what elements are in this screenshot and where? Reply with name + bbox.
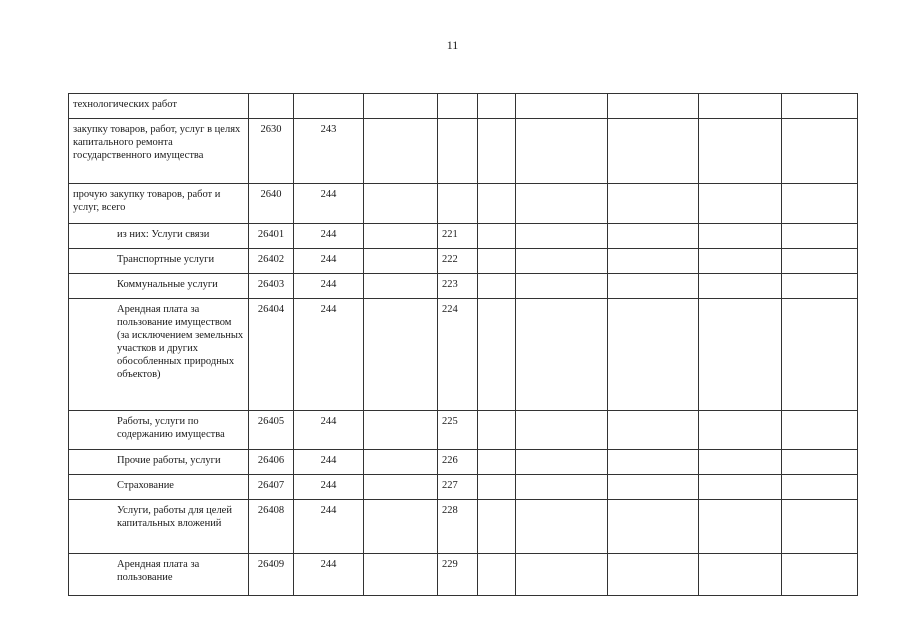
empty-cell <box>364 450 438 475</box>
table-row <box>69 184 858 224</box>
row-name-cell: из них: Услуги связи <box>69 224 249 249</box>
empty-cell <box>364 554 438 596</box>
empty-cell <box>782 299 858 411</box>
empty-cell <box>699 411 782 450</box>
empty-cell <box>478 411 516 450</box>
row-name-cell: Работы, услуги по содержанию имущества <box>69 411 249 450</box>
row-kbk-cell: 244 <box>294 554 364 596</box>
table-row <box>69 119 858 184</box>
empty-cell <box>608 119 699 184</box>
empty-cell <box>478 119 516 184</box>
table-row <box>69 500 858 554</box>
empty-cell <box>516 119 608 184</box>
row-code-cell: 26407 <box>249 475 294 500</box>
empty-cell <box>608 224 699 249</box>
row-kbk-cell: 244 <box>294 249 364 274</box>
empty-cell <box>516 274 608 299</box>
row-kosgu-cell <box>438 184 478 224</box>
empty-cell <box>699 274 782 299</box>
row-name-cell: технологических работ <box>69 94 249 119</box>
table-row <box>69 224 858 249</box>
row-code-cell <box>249 94 294 119</box>
empty-cell <box>364 184 438 224</box>
empty-cell <box>478 224 516 249</box>
row-name-cell: Коммунальные услуги <box>69 274 249 299</box>
empty-cell <box>608 274 699 299</box>
row-name-cell: Арендная плата за пользование имуществом (за исключением земельных участков и других обособленных природных объектов) <box>69 299 249 411</box>
row-name-cell: прочую закупку товаров, работ и услуг, всего <box>69 184 249 224</box>
empty-cell <box>364 224 438 249</box>
empty-cell <box>699 184 782 224</box>
empty-cell <box>699 299 782 411</box>
row-kosgu-cell: 228 <box>438 500 478 554</box>
table-row <box>69 299 858 411</box>
empty-cell <box>699 119 782 184</box>
row-kbk-cell: 244 <box>294 411 364 450</box>
empty-cell <box>782 475 858 500</box>
row-code-cell: 26408 <box>249 500 294 554</box>
empty-cell <box>478 554 516 596</box>
row-kosgu-cell: 225 <box>438 411 478 450</box>
empty-cell <box>478 184 516 224</box>
row-kbk-cell: 244 <box>294 274 364 299</box>
empty-cell <box>478 94 516 119</box>
empty-cell <box>782 554 858 596</box>
row-kosgu-cell: 229 <box>438 554 478 596</box>
empty-cell <box>608 554 699 596</box>
row-code-cell: 26406 <box>249 450 294 475</box>
empty-cell <box>608 500 699 554</box>
row-kbk-cell: 244 <box>294 500 364 554</box>
empty-cell <box>516 411 608 450</box>
row-kbk-cell: 244 <box>294 184 364 224</box>
table-row <box>69 554 858 596</box>
row-code-cell: 26401 <box>249 224 294 249</box>
empty-cell <box>782 184 858 224</box>
row-kbk-cell: 243 <box>294 119 364 184</box>
empty-cell <box>478 274 516 299</box>
row-name-cell: Страхование <box>69 475 249 500</box>
row-kosgu-cell <box>438 94 478 119</box>
empty-cell <box>516 94 608 119</box>
row-name-cell: Прочие работы, услуги <box>69 450 249 475</box>
empty-cell <box>478 500 516 554</box>
empty-cell <box>516 249 608 274</box>
table-row <box>69 274 858 299</box>
row-code-cell: 26404 <box>249 299 294 411</box>
empty-cell <box>782 500 858 554</box>
empty-cell <box>364 274 438 299</box>
row-name-cell: Арендная плата за пользование <box>69 554 249 596</box>
empty-cell <box>782 274 858 299</box>
row-kosgu-cell: 221 <box>438 224 478 249</box>
empty-cell <box>478 299 516 411</box>
empty-cell <box>608 411 699 450</box>
row-kbk-cell: 244 <box>294 475 364 500</box>
empty-cell <box>478 249 516 274</box>
table-row <box>69 249 858 274</box>
empty-cell <box>782 119 858 184</box>
table-row <box>69 475 858 500</box>
row-kbk-cell <box>294 94 364 119</box>
empty-cell <box>782 224 858 249</box>
empty-cell <box>478 475 516 500</box>
empty-cell <box>782 249 858 274</box>
empty-cell <box>478 450 516 475</box>
empty-cell <box>608 184 699 224</box>
row-kbk-cell: 244 <box>294 224 364 249</box>
budget-table <box>68 93 858 596</box>
empty-cell <box>516 224 608 249</box>
row-code-cell: 26409 <box>249 554 294 596</box>
empty-cell <box>782 94 858 119</box>
empty-cell <box>699 450 782 475</box>
row-code-cell: 2630 <box>249 119 294 184</box>
table-row <box>69 450 858 475</box>
empty-cell <box>516 554 608 596</box>
row-kbk-cell: 244 <box>294 299 364 411</box>
empty-cell <box>364 411 438 450</box>
row-kbk-cell: 244 <box>294 450 364 475</box>
empty-cell <box>699 500 782 554</box>
empty-cell <box>608 94 699 119</box>
empty-cell <box>516 299 608 411</box>
empty-cell <box>699 94 782 119</box>
table-row <box>69 94 858 119</box>
row-name-cell: Услуги, работы для целей капитальных вложений <box>69 500 249 554</box>
row-code-cell: 2640 <box>249 184 294 224</box>
empty-cell <box>699 224 782 249</box>
row-code-cell: 26405 <box>249 411 294 450</box>
empty-cell <box>782 411 858 450</box>
table-row <box>69 411 858 450</box>
empty-cell <box>364 94 438 119</box>
row-code-cell: 26403 <box>249 274 294 299</box>
empty-cell <box>608 475 699 500</box>
empty-cell <box>364 249 438 274</box>
row-name-cell: закупку товаров, работ, услуг в целях капитального ремонта государственного имущества <box>69 119 249 184</box>
empty-cell <box>364 299 438 411</box>
row-kosgu-cell: 227 <box>438 475 478 500</box>
empty-cell <box>608 450 699 475</box>
empty-cell <box>364 119 438 184</box>
empty-cell <box>516 450 608 475</box>
row-kosgu-cell <box>438 119 478 184</box>
empty-cell <box>699 249 782 274</box>
row-kosgu-cell: 224 <box>438 299 478 411</box>
empty-cell <box>364 500 438 554</box>
row-kosgu-cell: 222 <box>438 249 478 274</box>
empty-cell <box>364 475 438 500</box>
empty-cell <box>699 475 782 500</box>
empty-cell <box>608 299 699 411</box>
empty-cell <box>699 554 782 596</box>
row-name-cell: Транспортные услуги <box>69 249 249 274</box>
empty-cell <box>782 450 858 475</box>
empty-cell <box>516 500 608 554</box>
row-code-cell: 26402 <box>249 249 294 274</box>
empty-cell <box>516 475 608 500</box>
empty-cell <box>516 184 608 224</box>
page-number: 11 <box>446 38 459 52</box>
row-kosgu-cell: 223 <box>438 274 478 299</box>
empty-cell <box>608 249 699 274</box>
row-kosgu-cell: 226 <box>438 450 478 475</box>
